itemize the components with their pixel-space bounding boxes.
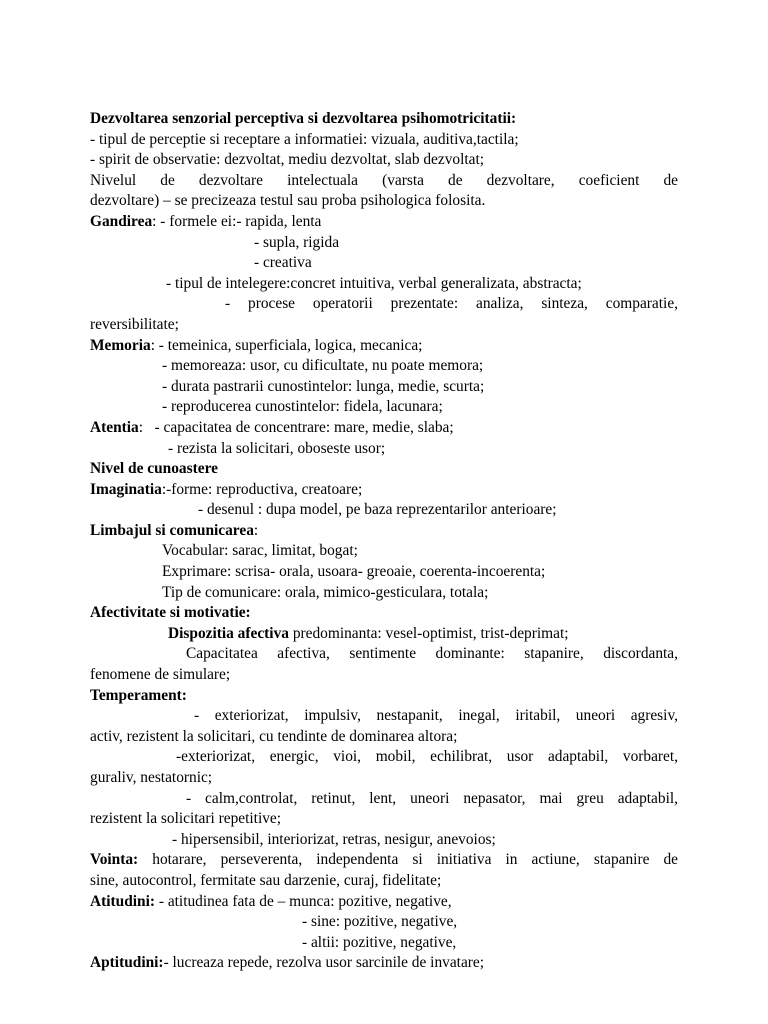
vointa-label: Vointa:: [90, 851, 139, 869]
atentia-label: Atentia: [90, 418, 139, 436]
aptitudini-line-1: [90, 953, 678, 974]
dispozitia-label: Dispozitia afectiva: [168, 624, 289, 642]
temperament-line-1b: activ, rezistent la solicitari, cu tendinte de dominarea altora;: [90, 727, 458, 745]
temperament-line-2a: -exteriorizat, energic, vioi, mobil, echilibrat, usor adaptabil, vorbaret,: [176, 748, 678, 766]
intellect-line-b: dezvoltare) – se precizeaza testul sau proba psihologica folosita.: [90, 192, 486, 210]
perception-line: - tipul de perceptie si receptare a informatiei: vizuala, auditiva,tactila;: [90, 130, 519, 148]
gandirea-text-1: : - formele ei:- rapida, lenta: [152, 212, 322, 230]
afectivitate-line-2: Capacitatea afectiva, sentimente dominante: stapanire, discordanta,: [186, 645, 678, 663]
atitudini-line-1: [90, 892, 678, 913]
vointa-line-1: [90, 850, 678, 871]
memoria-line-2: - memoreaza: usor, cu dificultate, nu poate memora;: [162, 357, 484, 375]
atitudini-line-2: - sine: pozitive, negative,: [302, 913, 458, 931]
memoria-label: Memoria: [90, 336, 151, 354]
limbajul-heading: [90, 521, 678, 542]
imaginatia-label: Imaginatia: [90, 480, 162, 498]
temperament-line-1a: - exteriorizat, impulsiv, nestapanit, inegal, iritabil, uneori agresiv,: [194, 707, 678, 725]
limbajul-line-2: Exprimare: scrisa- orala, usoara- greoaie, coerenta-incoerenta;: [162, 563, 546, 581]
afectivitate-heading: Afectivitate si motivatie:: [90, 604, 251, 622]
imaginatia-line-1: [90, 480, 678, 501]
temperament-line-2b: guraliv, nestatornic;: [90, 769, 213, 786]
atentia-line-2: - rezista la solicitari, oboseste usor;: [168, 439, 386, 457]
limbajul-line-3: Tip de comunicare: orala, mimico-gesticulara, totala;: [162, 583, 489, 601]
gandirea-line-2: - supla, rigida: [254, 233, 340, 251]
afectivitate-line-1: [90, 624, 678, 645]
atitudini-line-3: - altii: pozitive, negative,: [302, 933, 457, 951]
atentia-line-1: [90, 418, 678, 439]
imaginatia-text-1: :-forme: reproductiva, creatoare;: [161, 480, 363, 498]
atitudini-label: Atitudini:: [90, 892, 155, 910]
temperament-line-4: - hipersensibil, interiorizat, retras, nesigur, anevoios;: [172, 830, 496, 848]
atentia-text-1: : - capacitatea de concentrare: mare, medie, slaba;: [138, 418, 454, 436]
limbajul-label: Limbajul si comunicarea: [90, 521, 254, 539]
gandirea-line-1: [90, 212, 678, 233]
gandirea-label: Gandirea: [90, 212, 153, 230]
temperament-line-3b: rezistent la solicitari repetitive;: [90, 810, 282, 828]
document-page: [90, 109, 678, 974]
aptitudini-text-1: - lucreaza repede, rezolva usor sarcinile de invatare;: [163, 954, 485, 972]
aptitudini-label: Aptitudini:: [90, 954, 164, 972]
limbajul-colon: :: [253, 521, 259, 539]
afectivitate-line-3: fenomene de simulare;: [90, 666, 231, 684]
memoria-text-1: : - temeinica, superficiala, logica, mecanica;: [150, 336, 423, 354]
memoria-line-1: [90, 336, 678, 357]
vointa-text-1: hotarare, perseverenta, independenta si initiativa in actiune, stapanire de: [138, 851, 678, 869]
section-heading: Dezvoltarea senzorial perceptiva si dezvoltarea psihomotricitatii:: [90, 110, 517, 127]
intellect-line-a: Nivelul de dezvoltare intelectuala (varsta de dezvoltare, coeficient de: [90, 171, 678, 189]
limbajul-line-1: Vocabular: sarac, limitat, bogat;: [162, 542, 358, 560]
imaginatia-line-2: - desenul : dupa model, pe baza reprezentarilor anterioare;: [198, 501, 557, 519]
observation-line: - spirit de observatie: dezvoltat, mediu dezvoltat, slab dezvoltat;: [90, 151, 485, 169]
gandirea-line-3: - creativa: [254, 254, 312, 272]
vointa-line-2: sine, autocontrol, fermitate sau darzenie, curaj, fidelitate;: [90, 871, 442, 889]
gandirea-line-6: reversibilitate;: [90, 315, 179, 333]
gandirea-line-5: - procese operatorii prezentate: analiza, sinteza, comparatie,: [225, 295, 678, 313]
dispozitia-text: predominanta: vesel-optimist, trist-deprimat;: [288, 624, 569, 642]
memoria-line-3: - durata pastrarii cunostintelor: lunga, medie, scurta;: [162, 377, 485, 395]
memoria-line-4: - reproducerea cunostintelor: fidela, lacunara;: [162, 398, 443, 416]
gandirea-line-4: - tipul de intelegere:concret intuitiva, verbal generalizata, abstracta;: [166, 274, 582, 292]
nivel-cunoastere-heading: Nivel de cunoastere: [90, 460, 218, 478]
atitudini-text-1: - atitudinea fata de – munca: pozitive, negative,: [155, 892, 452, 910]
temperament-line-3a: - calm,controlat, retinut, lent, uneori nepasator, mai greu adaptabil,: [186, 789, 678, 807]
temperament-heading: Temperament:: [90, 686, 187, 704]
